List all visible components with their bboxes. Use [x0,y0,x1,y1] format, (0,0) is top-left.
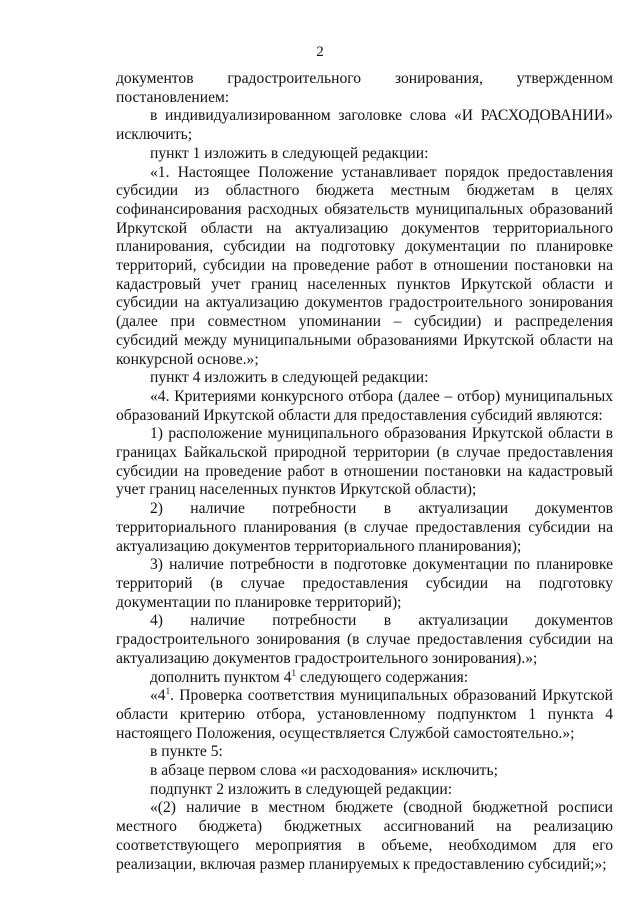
paragraph-criterion-3: 3) наличие потребности в подготовке документации по планировке территорий (в случае предоставления субсидии на подготовку документации по планировке территорий); [116,556,613,611]
item41-body: . Проверка соответствия муниципальных образований Иркутской области критерию отбора, установленному подпунктом 1 пункта 4 настоящего Положения, осуществляется Службой самостоятельно.»; [116,687,613,742]
paragraph-continuation-line2: постановлением: [116,88,230,106]
paragraph-item1-text: «1. Настоящее Положение устанавливает порядок предоставления субсидии из областного бюджета местным бюджетам в целях софинансирования расходных обязательств муниципальных образований Иркутской области на актуализацию документов территориального планирования, субсидии на подготовку документации по планировке территорий, субсидии на проведение работ в отношении постановки на кадастровый учет границ населенных пунктов Иркутской области и субсидии на актуализацию документов градостроительного зонирования (далее при совместном упоминании – субсидии) и распределения субсидий между муниципальными образованиями Иркутской области на конкурсной основе.»; [116,163,613,368]
paragraph-criterion-2: 2) наличие потребности в актуализации документов территориального планирования (в случае предоставления субсидии на актуализацию документов территориального планирования); [116,500,613,555]
paragraph-criterion-1: 1) расположение муниципального образования Иркутской области в границах Байкальской природной территории (в случае предоставления субсидии на проведение работ в отношении постановки на кадастровый учет границ населенных пунктов Иркутской области); [116,425,613,499]
paragraph-subitem2-intro: подпункт 2 изложить в следующей редакции: [150,780,453,798]
item41-number: «4 [150,687,166,705]
paragraph-continuation-line1: документов градостроительного зонирования, утвержденном [116,70,613,87]
paragraph-item1-intro: пункт 1 изложить в следующей редакции: [150,144,429,162]
paragraph-item5-first: в абзаце первом слова «и расходования» исключить; [150,762,498,780]
document-body [116,70,613,874]
paragraph-item4-text: «4. Критериями конкурсного отбора (далее – отбор) муниципальных образований Иркутской области для предоставления субсидий являются: [116,387,613,424]
paragraph-title-change: в индивидуализированном заголовке слова «И РАСХОДОВАНИИ» исключить; [116,107,613,144]
paragraph-item4-intro: пункт 4 изложить в следующей редакции: [150,369,429,387]
paragraph-item5-intro: в пункте 5: [150,743,223,761]
page-number: 2 [316,44,324,60]
superscript-mark: 1 [291,667,296,678]
add-item-text: дополнить пунктом 4 [150,668,292,686]
paragraph-item41-text [116,687,613,743]
add-item-text-tail: следующего содержания: [296,668,469,686]
superscript-mark: 1 [165,686,171,697]
paragraph-subitem2-text: «(2) наличие в местном бюджете (сводной бюджетной росписи местного бюджета) бюджетных ассигнований на реализацию соответствующего мероприятия в объеме, необходимом для его реализации, включая размер планируемых к предоставлению субсидий;»; [116,799,613,873]
paragraph-criterion-4: 4) наличие потребности в актуализации документов градостроительного зонирования (в случае предоставления субсидии на актуализацию документов градостроительного зонирования).»; [116,612,613,667]
paragraph-add-item41 [116,669,613,688]
